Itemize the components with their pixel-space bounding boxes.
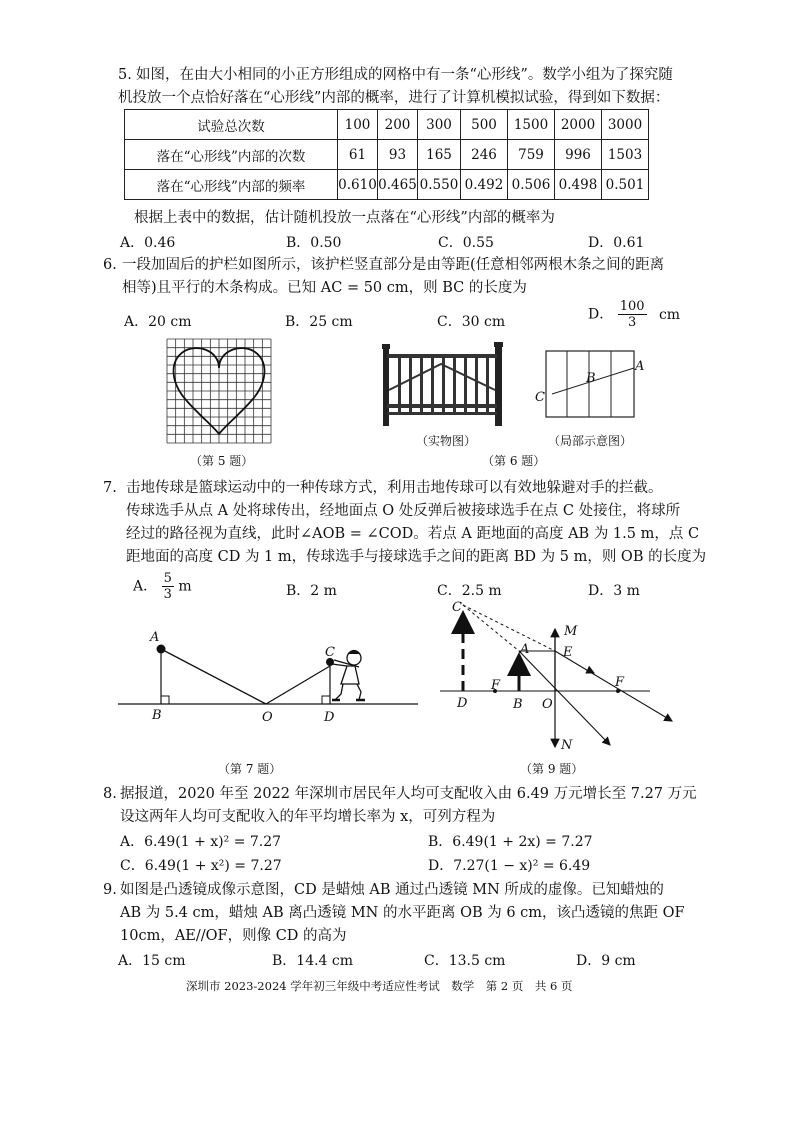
q7-option-a[interactable]	[133, 571, 192, 602]
fig9-label-A: A	[520, 642, 530, 657]
fig7-label-C: C	[325, 645, 335, 660]
q7-number: 7.	[103, 480, 117, 496]
q7-text-line4: 距地面的高度 CD 为 1 m，传球选手与接球选手之间的距离 BD 为 5 m，则 OB 的长度为	[126, 549, 707, 565]
table-cell: 0.465	[378, 170, 418, 200]
q6-text-line1: 一段加固后的护栏如图所示，该护栏竖直部分是由等距(任意相邻两根木条之间的距离	[122, 257, 665, 273]
q7-text-line2: 传球选手从点 A 处将球传出，经地面点 O 处反弹后被接球选手在点 C 处接住，将球所	[126, 503, 681, 519]
q9-option-a[interactable]: A．15 cm	[118, 953, 186, 969]
fig9-label-E: E	[563, 645, 573, 660]
q9-text-line3: 10cm，AE//OF，则像 CD 的高为	[120, 928, 347, 944]
heart-grid-figure	[166, 338, 272, 444]
q9-text-line1: 如图是凸透镜成像示意图，CD 是蜡烛 AB 通过凸透镜 MN 所成的虚像。已知蜡烛的	[120, 882, 664, 898]
fig7-label-B: B	[152, 708, 162, 723]
q7-text-line3: 经过的路径视为直线，此时∠AOB = ∠COD。若点 A 距地面的高度 AB 为 1.5 m，点 C	[126, 526, 700, 542]
table-cell: 1500	[508, 110, 555, 140]
q5-option-d[interactable]: D．0.61	[588, 235, 645, 251]
table-row	[125, 110, 649, 140]
fig9-label-F-right: F	[615, 675, 625, 690]
table-cell: 1503	[602, 140, 649, 170]
q6-number: 6.	[103, 257, 117, 273]
fig9-label-F-left: F	[491, 678, 501, 693]
fig7-label-D: D	[324, 710, 335, 725]
fig9-label-M: M	[564, 624, 578, 639]
table-cell: 0.492	[461, 170, 508, 200]
fraction-denominator: 3	[627, 315, 637, 330]
fig9-label-C: C	[452, 600, 462, 615]
table-cell: 759	[508, 140, 555, 170]
railing-bar	[453, 358, 456, 414]
figure-caption-7: （第 7 题）	[218, 762, 282, 776]
table-cell: 0.506	[508, 170, 555, 200]
q9-option-c[interactable]: C．13.5 cm	[424, 953, 506, 969]
option-letter: A．	[133, 578, 158, 595]
fig7-label-O: O	[262, 710, 273, 725]
q5-number: 5.	[118, 67, 132, 83]
railing-bar	[464, 358, 467, 414]
q8-text-line2: 设这两年人均可支配收入的年平均增长率为 x，可列方程为	[120, 809, 496, 825]
table-cell: 996	[555, 140, 602, 170]
fraction	[162, 571, 174, 602]
option-letter: D．	[588, 306, 614, 323]
label-B: B	[586, 371, 596, 386]
q9-text-line2: AB 为 5.4 cm，蜡烛 AB 离凸透镜 MN 的水平距离 OB 为 6 cm，该凸透镜的焦距 OF	[120, 905, 685, 921]
q9-number: 9.	[103, 882, 117, 898]
q7-option-b[interactable]: B．2 m	[286, 583, 337, 599]
table-cell: 3000	[602, 110, 649, 140]
table-row	[125, 170, 649, 200]
table-cell: 0.550	[418, 170, 461, 200]
fraction	[618, 299, 647, 330]
fig9-label-B: B	[513, 697, 523, 712]
q5-option-b[interactable]: B．0.50	[286, 235, 342, 251]
q5-text-line2: 机投放一个点恰好落在“心形线”内部的概率，进行了计算机模拟试验，得到如下数据：	[118, 90, 670, 106]
q8-number: 8.	[103, 786, 117, 802]
page-footer: 深圳市 2023-2024 学年初三年级中考适应性考试 数学 第 2 页 共 6 页	[186, 979, 573, 993]
q8-text-line1: 据报道，2020 年至 2022 年深圳市居民年人均可支配收入由 6.49 万元增长至 7.27 万元	[120, 786, 697, 802]
table-cell: 200	[378, 110, 418, 140]
q5-option-c[interactable]: C．0.55	[438, 235, 494, 251]
table-row	[125, 140, 649, 170]
table-cell: 100	[338, 110, 378, 140]
q6-text-line2: 相等)且平行的木条构成。已知 AC = 50 cm，则 BC 的长度为	[122, 280, 527, 296]
q5-text-line3: 根据上表中的数据，估计随机投放一点落在“心形线”内部的概率为	[134, 210, 555, 226]
figure-caption-9: （第 9 题）	[520, 762, 584, 776]
q8-option-d[interactable]: D．7.27(1 − x)² = 6.49	[428, 858, 591, 874]
table-cell: 93	[378, 140, 418, 170]
table-cell: 500	[461, 110, 508, 140]
railing-bar	[409, 358, 412, 414]
table-cell: 0.501	[602, 170, 649, 200]
q5-option-a[interactable]: A．0.46	[120, 235, 176, 251]
fraction-denominator: 3	[163, 587, 172, 602]
figure-9-convex-lens	[440, 595, 680, 755]
fig9-label-O: O	[542, 697, 553, 712]
table-cell: 试验总次数	[125, 110, 338, 140]
table-cell: 落在“心形线”内部的频率	[125, 170, 338, 200]
fig9-label-N: N	[561, 738, 573, 753]
q8-option-b[interactable]: B．6.49(1 + 2x) = 7.27	[428, 834, 593, 850]
figure-caption-5: （第 5 题）	[190, 454, 254, 468]
q7-option-c[interactable]: C．2.5 m	[437, 583, 502, 599]
q5-text-line1: 如图，在由大小相同的小正方形组成的网格中有一条“心形线”。数学小组为了探究随	[136, 67, 673, 83]
q8-option-a[interactable]: A．6.49(1 + x)² = 7.27	[120, 834, 282, 850]
table-cell: 300	[418, 110, 461, 140]
q9-option-b[interactable]: B．14.4 cm	[272, 953, 354, 969]
q7-option-d[interactable]: D．3 m	[588, 583, 640, 599]
option-unit: cm	[658, 306, 681, 323]
q9-option-d[interactable]: D．9 cm	[576, 953, 636, 969]
figure-caption-local: （局部示意图）	[548, 434, 633, 448]
fraction-numerator: 100	[619, 299, 645, 314]
q7-text-line1: 击地传球是篮球运动中的一种传球方式，利用击地传球可以有效地躲避对手的拦截。	[126, 480, 663, 496]
q6-option-c[interactable]: C．30 cm	[437, 314, 506, 330]
q6-option-d[interactable]	[588, 299, 680, 330]
q5-data-table	[124, 109, 649, 200]
fraction-numerator: 5	[163, 571, 172, 586]
fig7-label-A: A	[150, 630, 160, 645]
figure-caption-photo: （实物图）	[416, 434, 477, 448]
railing-bar	[431, 358, 434, 414]
railing-bar	[420, 358, 423, 414]
q6-option-b[interactable]: B．25 cm	[285, 314, 353, 330]
player-illustration	[332, 651, 365, 701]
table-cell: 246	[461, 140, 508, 170]
table-cell: 落在“心形线”内部的次数	[125, 140, 338, 170]
table-cell: 0.610	[338, 170, 378, 200]
table-cell: 0.498	[555, 170, 602, 200]
option-unit: m	[178, 578, 192, 595]
label-C: C	[535, 390, 545, 405]
fig9-label-D: D	[457, 696, 468, 711]
label-A: A	[635, 359, 645, 374]
q8-option-c[interactable]: C．6.49(1 + x²) = 7.27	[120, 858, 282, 874]
table-cell: 165	[418, 140, 461, 170]
q6-option-a[interactable]: A．20 cm	[124, 314, 192, 330]
table-cell: 61	[338, 140, 378, 170]
railing-bar	[475, 358, 478, 414]
railing-photo	[381, 340, 504, 426]
figure-caption-6: （第 6 题）	[482, 454, 546, 468]
table-cell: 2000	[555, 110, 602, 140]
